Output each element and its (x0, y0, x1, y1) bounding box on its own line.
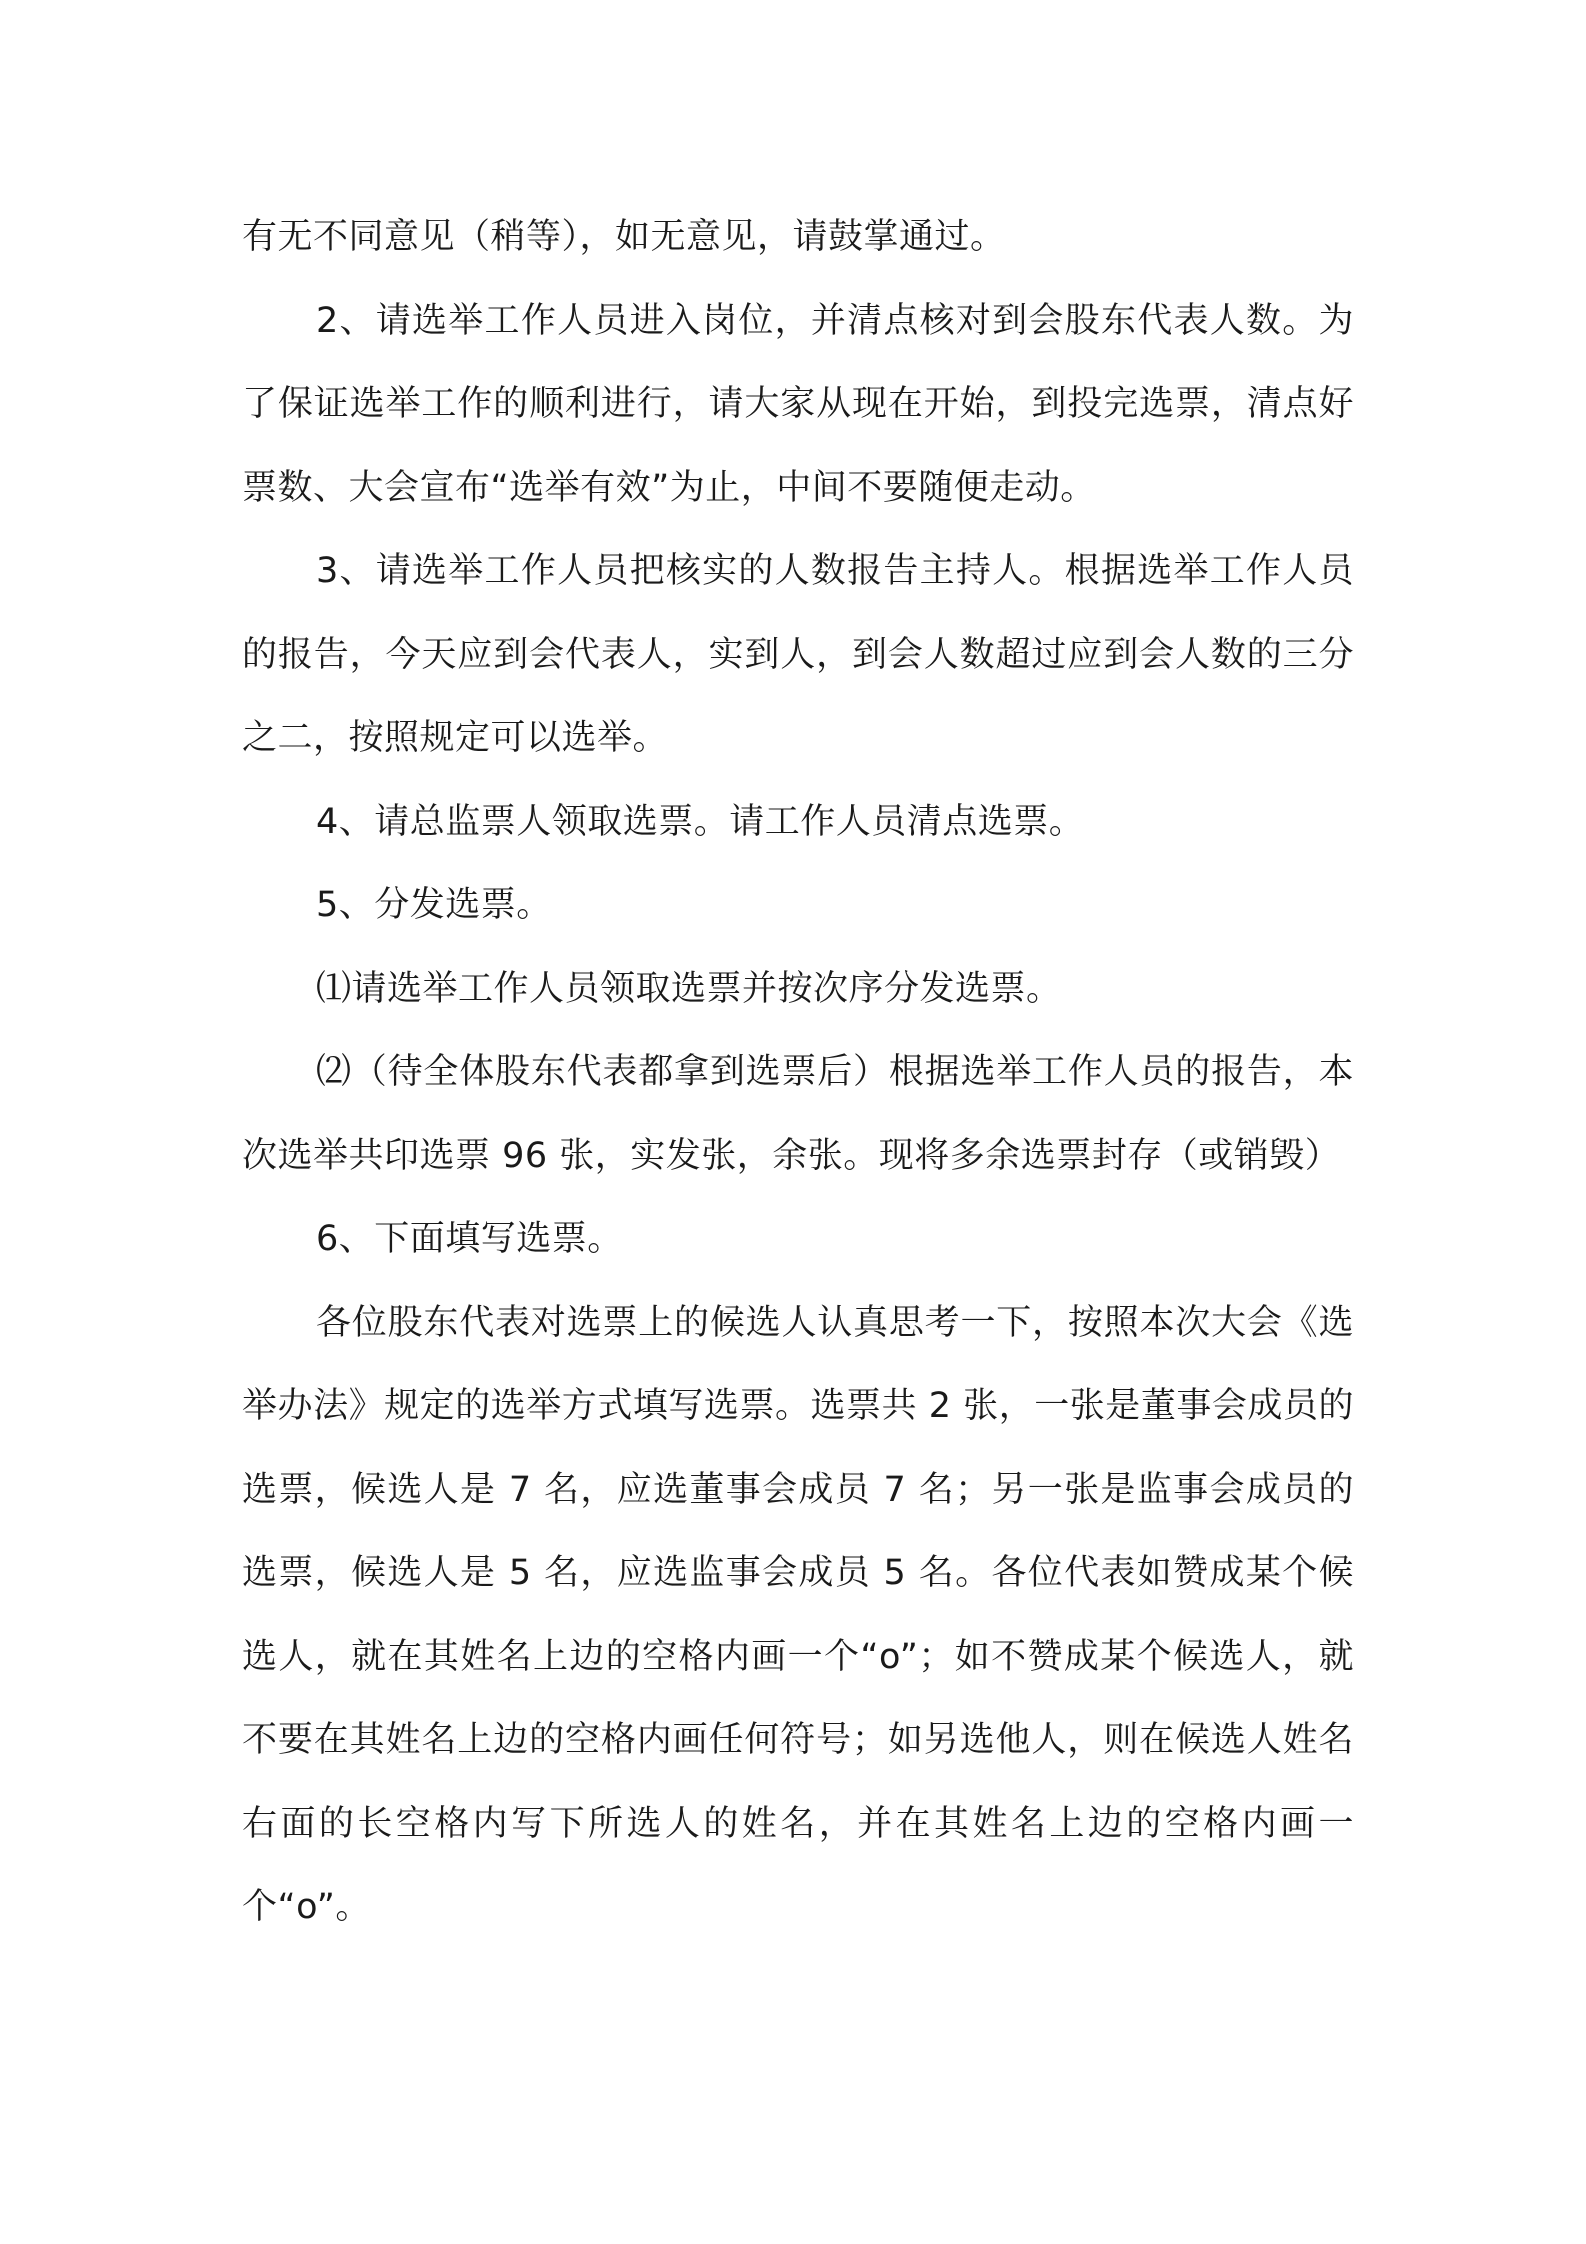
paragraph-opinion: 有无不同意见（稍等），如无意见，请鼓掌通过。 (242, 217, 1006, 257)
paragraph-step-6: 6、下面填写选票。 (316, 1219, 623, 1259)
paragraph-step-3: 3、请选举工作人员把核实的人数报告主持人。根据选举工作人员的报告，今天应到会代表人，实到人，到会人数超过应到会人数的三分之二，按照规定可以选举。 (242, 551, 1354, 758)
paragraph-step-5: 5、分发选票。 (316, 885, 552, 925)
paragraph-ballot-instructions: 各位股东代表对选票上的候选人认真思考一下，按照本次大会《选举办法》规定的选举方式填写选票。选票共 2 张，一张是董事会成员的选票，候选人是 7 名，应选董事会成员 7 名；另一张是监事会成员的选票，候选人是 5 名，应选监事会成员 5 名。各位代表如赞成某个候选人，就在其姓名上边的空格内画一个“o”；如不赞成某个候选人，就不要在其姓名上边的空格内画任何符号；如另选他人，则在候选人姓名右面的长空格内写下所选人的姓名，并在其姓名上边的空格内画一个“o”。 (242, 1302, 1354, 1927)
paragraph-step-5-2: ⑵（待全体股东代表都拿到选票后）根据选举工作人员的报告，本次选举共印选票 96 张，实发张，余张。现将多余选票封存（或销毁） (242, 1052, 1354, 1176)
paragraph-step-5-1: ⑴请选举工作人员领取选票并按次序分发选票。 (316, 968, 1062, 1009)
paragraph-step-4: 4、请总监票人领取选票。请工作人员清点选票。 (316, 801, 1085, 842)
paragraph-step-2: 2、请选举工作人员进入岗位，并清点核对到会股东代表人数。为了保证选举工作的顺利进行，请大家从现在开始，到投完选票，清点好票数、大会宣布“选举有效”为止，中间不要随便走动。 (242, 300, 1354, 508)
document-page (242, 196, 1354, 1950)
